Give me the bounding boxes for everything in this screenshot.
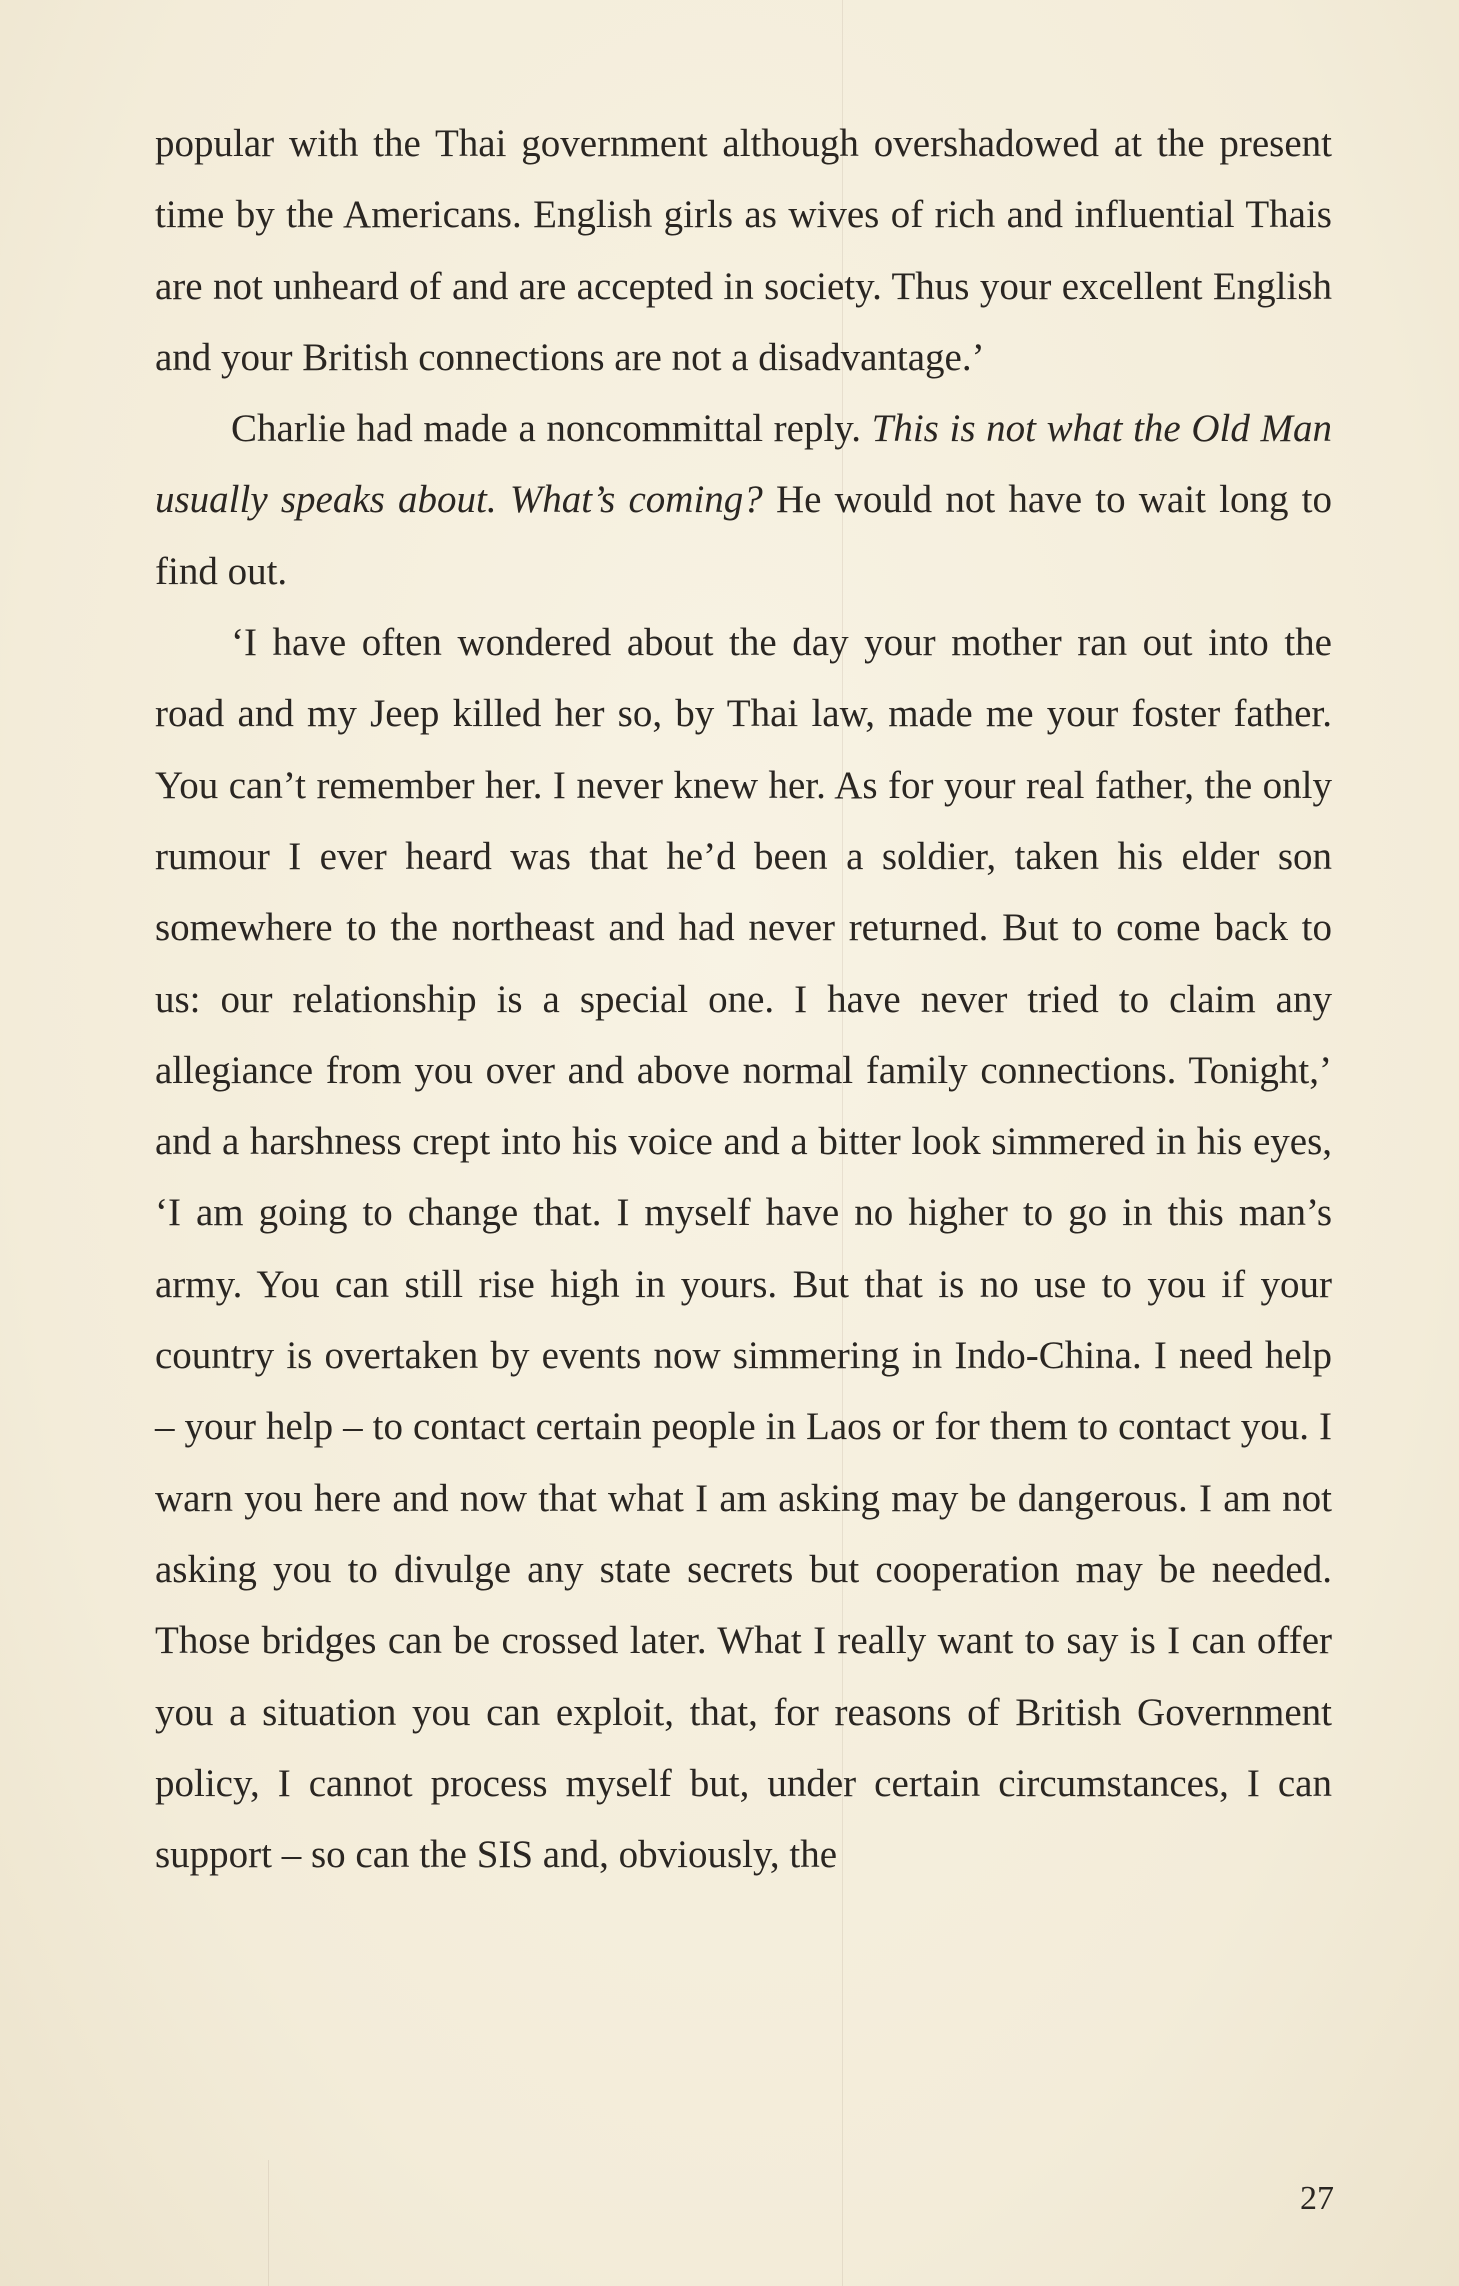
- paragraph: [155, 108, 1332, 393]
- text-segment: Charlie had made a noncommittal reply.: [231, 407, 872, 451]
- paragraph: [155, 607, 1332, 1890]
- italic-thought: This is not what the Old Man usually speaks about. What’s coming?: [155, 407, 1332, 522]
- page-crease: [268, 2160, 269, 2286]
- text-segment: popular with the Thai government although overshadowed at the present time by the Americans. English girls as wives of rich and influential Thais are not unheard of and are accepted in society. Thus your excellent English and your British connections are not a disadvantage.’: [155, 122, 1332, 379]
- paragraph: [155, 393, 1332, 607]
- text-segment: He would not have to wait long to find out.: [155, 478, 1332, 593]
- text-segment: ‘I have often wondered about the day your mother ran out into the road and my Jeep killed her so, by Thai law, made me your foster father. You can’t remember her. I never knew her. As for your real father, the only rumour I ever heard was that he’d been a soldier, taken his elder son somewhere to the northeast and had never returned. But to come back to us: our relationship is a special one. I have never tried to claim any allegiance from you over and above normal family connections. Tonight,’ and a harshness crept into his voice and a bitter look simmered in his eyes, ‘I am going to change that. I myself have no higher to go in this man’s army. You can still rise high in yours. But that is no use to you if your country is overtaken by events now simmering in Indo-China. I need help – your help – to contact certain people in Laos or for them to contact you. I warn you here and now that what I am asking may be dangerous. I am not asking you to divulge any state secrets but cooperation may be needed. Those bridges can be crossed later. What I really want to say is I can offer you a situation you can exploit, that, for reasons of British Government policy, I cannot process myself but, under certain circumstances, I can support – so can the SIS and, obviously, the: [155, 621, 1332, 1877]
- body-text: [155, 108, 1332, 1890]
- page-number: 27: [1300, 2180, 1334, 2217]
